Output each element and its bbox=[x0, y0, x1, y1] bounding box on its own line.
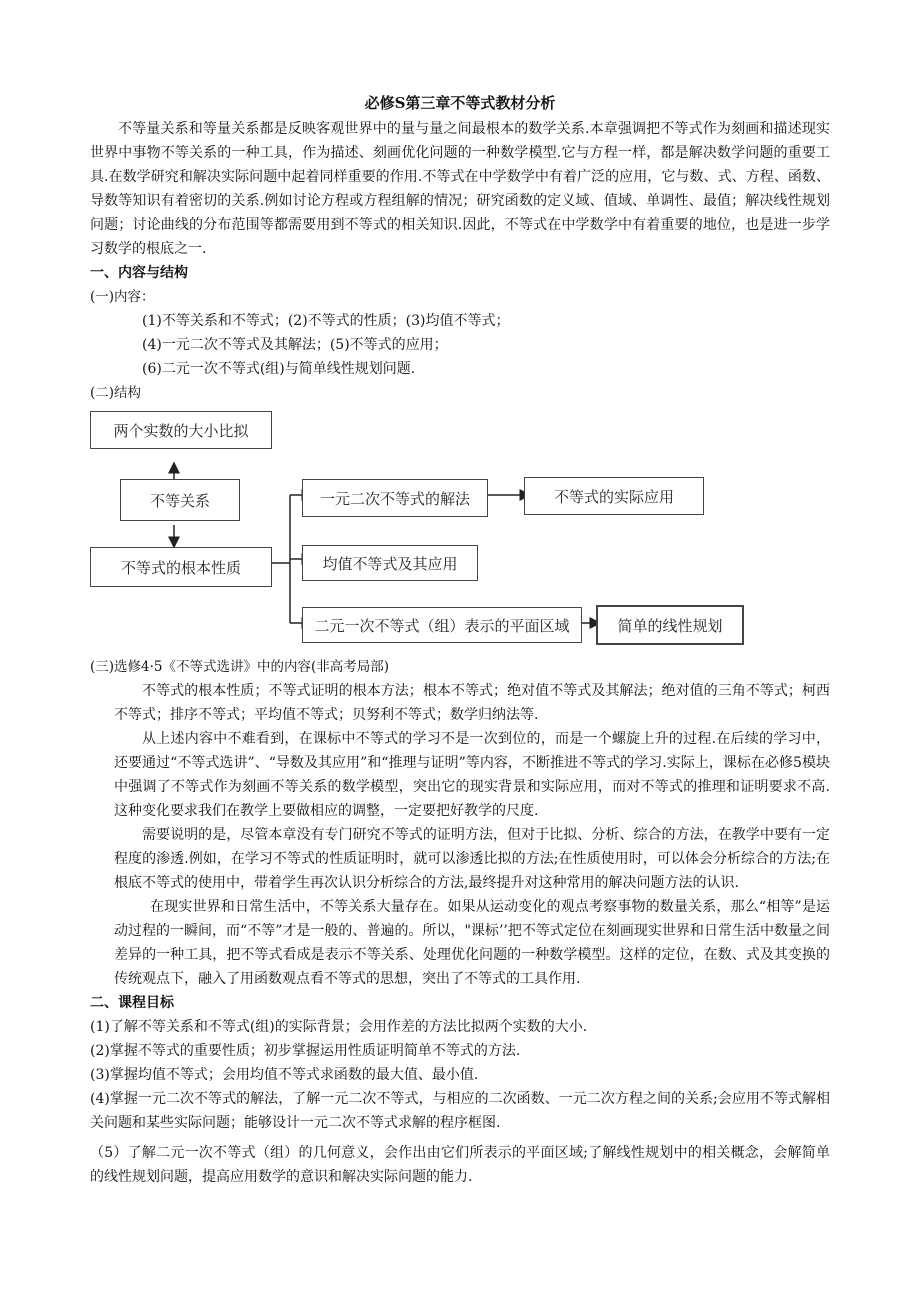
goal-1: (1)了解不等关系和不等式(组)的实际背景；会用作差的方法比拟两个实数的大小. bbox=[90, 1019, 588, 1035]
box-basic-properties: 不等式的根本性质 bbox=[90, 547, 272, 587]
section1-heading: 一、内容与结构 bbox=[90, 265, 188, 281]
box-compare-numbers: 两个实数的大小比拟 bbox=[90, 411, 272, 449]
content-label: (一)内容： bbox=[90, 289, 155, 305]
paragraph-real-world: 在现实世界和日常生活中，不等关系大量存在。如果从运动变化的观点考察事物的数量关系，那么“相等”是运动过程的一瞬间，而“不等”才是一般的、普遍的。所以，"课标’’把不等式定位在刻画现实世界和日常生活中数量之间差异的一种工具，把不等式看成是表示不等关系、处理优化问题的一种数学模型。这样的定位，在数、式及其变换的传统观点下，融入了用函数观点看不等式的思想，突出了不等式的工具作用. bbox=[114, 899, 830, 987]
goal-5: （5）了解二元一次不等式（组）的几何意义，会作出由它们所表示的平面区域;了解线性规划中的相关概念，会解简单的线性规划问题，提高应用数学的意识和解决实际问题的能力. bbox=[90, 1145, 830, 1185]
box-practical-application: 不等式的实际应用 bbox=[524, 477, 704, 515]
goal-3: (3)掌握均值不等式；会用均值不等式求函数的最大值、最小值. bbox=[90, 1067, 479, 1083]
document-title: 必修S第三章不等式教材分析 bbox=[364, 94, 556, 112]
intro-paragraph: 不等量关系和等量关系都是反映客观世界中的量与量之间最根本的数学关系.本章强调把不等式作为刻画和描述现实世界中事物不等关系的一种工具，作为描述、刻画优化问题的一种数学模型.它与方程一样，都是解决数学问题的重要工具.在数学研究和解决实际问题中起着同样重要的作用.不等式在中学数学中有着广泛的应用，它与数、式、方程、函数、导数等知识有着密切的关系.例如讨论方程或方程组解的情况；研究函数的定义域、值域、单调性、最值；解决线性规划问题；讨论曲线的分布范围等都需要用到不等式的相关知识.因此，不等式在中学数学中有着重要的地位，也是进一步学习数学的根底之一. bbox=[90, 121, 830, 257]
box-inequality-relation: 不等关系 bbox=[120, 479, 240, 521]
elective-label: (三)选修4·5《不等式选讲》中的内容(非高考局部) bbox=[90, 659, 390, 675]
box-quadratic-method: 一元二次不等式的解法 bbox=[302, 479, 488, 517]
goal-2: (2)掌握不等式的重要性质；初步掌握运用性质证明简单不等式的方法. bbox=[90, 1043, 521, 1059]
box-mean-inequality: 均值不等式及其应用 bbox=[302, 545, 478, 581]
paragraph-spiral: 从上述内容中不难看到，在课标中不等式的学习不是一次到位的，而是一个螺旋上升的过程.在后续的学习中，还要通过“不等式选讲”、“导数及其应用”和“推理与证明”等内容，不断推进不等式的学习.实际上，课标在必修5模块中强调了不等式作为刻画不等关系的数学模型，突出它的现实背景和实际应用，而对不等式的推理和证明要求不高.这种变化要求我们在教学上要做相应的调整，一定要把好教学的尺度. bbox=[114, 731, 830, 819]
box-linear-programming: 简单的线性规划 bbox=[596, 605, 744, 645]
box-plane-region: 二元一次不等式（组）表示的平面区域 bbox=[302, 607, 582, 643]
goal-4: (4)掌握一元二次不等式的解法，了解一元二次不等式，与相应的二次函数、一元二次方程之间的关系;会应用不等式解相关问题和某些实际问题；能够设计一元二次不等式求解的程序框图. bbox=[90, 1091, 830, 1131]
elective-text: 不等式的根本性质；不等式证明的根本方法；根本不等式；绝对值不等式及其解法；绝对值的三角不等式；柯西不等式；排序不等式；平均值不等式；贝努利不等式；数学归纳法等. bbox=[114, 683, 830, 723]
content-line-1: (1)不等关系和不等式；(2)不等式的性质；(3)均值不等式； bbox=[142, 313, 510, 329]
content-line-2: (4)一元二次不等式及其解法；(5)不等式的应用； bbox=[142, 337, 448, 353]
structure-label: (二)结构 bbox=[90, 385, 142, 401]
paragraph-methods: 需要说明的是，尽管本章没有专门研究不等式的证明方法，但对于比拟、分析、综合的方法，在教学中要有一定程度的渗透.例如，在学习不等式的性质证明时，就可以渗透比拟的方法;在性质使用时，可以体会分析综合的方法;在根底不等式的使用中，带着学生再次认识分析综合的方法,最终提升对这种常用的解决问题方法的认识. bbox=[114, 827, 830, 891]
document-page bbox=[90, 92, 830, 1189]
structure-diagram bbox=[90, 411, 830, 651]
section2-heading: 二、课程目标 bbox=[90, 995, 174, 1011]
content-line-3: (6)二元一次不等式(组)与简单线性规划问题. bbox=[142, 361, 416, 377]
